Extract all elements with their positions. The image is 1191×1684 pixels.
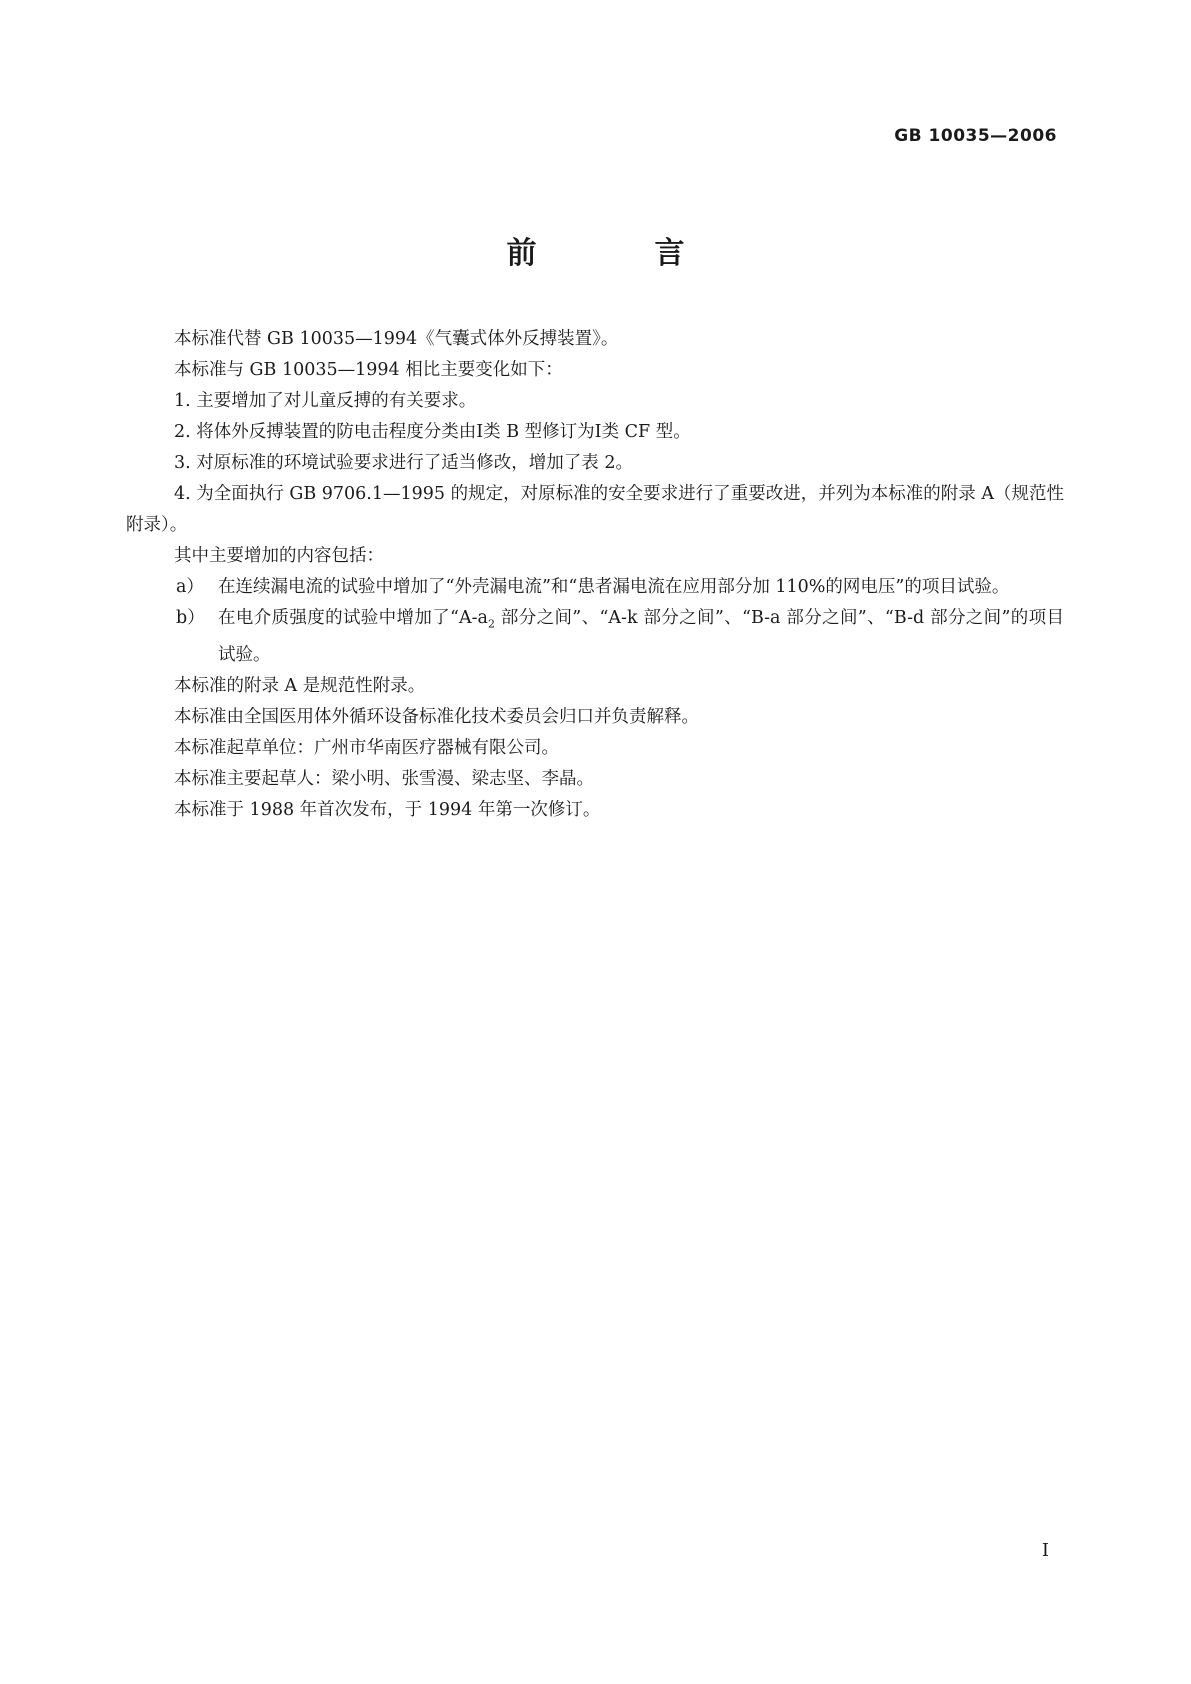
list-item-text-part: 在电介质强度的试验中增加了“A-a: [218, 608, 488, 628]
paragraph-change-3: 3. 对原标准的环境试验要求进行了适当修改，增加了表 2。: [174, 453, 633, 473]
list-item-marker: a）: [176, 577, 204, 597]
paragraph-committee: 本标准由全国医用体外循环设备标准化技术委员会归口并负责解释。: [174, 706, 699, 727]
page-number: Ⅰ: [1041, 1540, 1049, 1561]
paragraph-history: 本标准于 1988 年首次发布，于 1994 年第一次修订。: [174, 799, 601, 820]
standard-code: GB 10035—2006: [894, 126, 1057, 146]
list-item-marker: b）: [176, 608, 205, 628]
paragraph-drafters: 本标准主要起草人：梁小明、张雪漫、梁志坚、李晶。: [174, 768, 594, 789]
paragraph-replaces: 本标准代替 GB 10035—1994《气囊式体外反搏装置》。: [174, 329, 619, 349]
paragraph-change-2: 2. 将体外反搏装置的防电击程度分类由Ⅰ类 B 型修订为Ⅰ类 CF 型。: [174, 422, 691, 442]
paragraph-drafting-unit: 本标准起草单位：广州市华南医疗器械有限公司。: [174, 737, 559, 758]
list-item-text: [218, 603, 1064, 671]
list-item-text-part: 部分之间”、“A-k 部分之间”、“B-a 部分之间”、“B-d 部分之间”的项目试验。: [218, 608, 1064, 665]
list-item: [126, 603, 1064, 671]
paragraph-additions-intro: 其中主要增加的内容包括：: [174, 546, 384, 566]
list-item-text: 在连续漏电流的试验中增加了“外壳漏电流”和“患者漏电流在应用部分加 110%的网电压”的项目试验。: [218, 577, 1010, 597]
paragraph-appendix: 本标准的附录 A 是规范性附录。: [174, 675, 426, 696]
paragraph-changes-intro: 本标准与 GB 10035—1994 相比主要变化如下：: [174, 360, 563, 380]
foreword-body: [126, 324, 1064, 826]
subscript: 2: [487, 617, 495, 631]
page-title: 前 言: [506, 236, 729, 271]
paragraph-change-1: 1. 主要增加了对儿童反搏的有关要求。: [174, 391, 477, 411]
list-item: [126, 572, 1064, 603]
paragraph-change-4: 4. 为全面执行 GB 9706.1—1995 的规定，对原标准的安全要求进行了重要改进，并列为本标准的附录 A（规范性附录）。: [126, 484, 1064, 535]
